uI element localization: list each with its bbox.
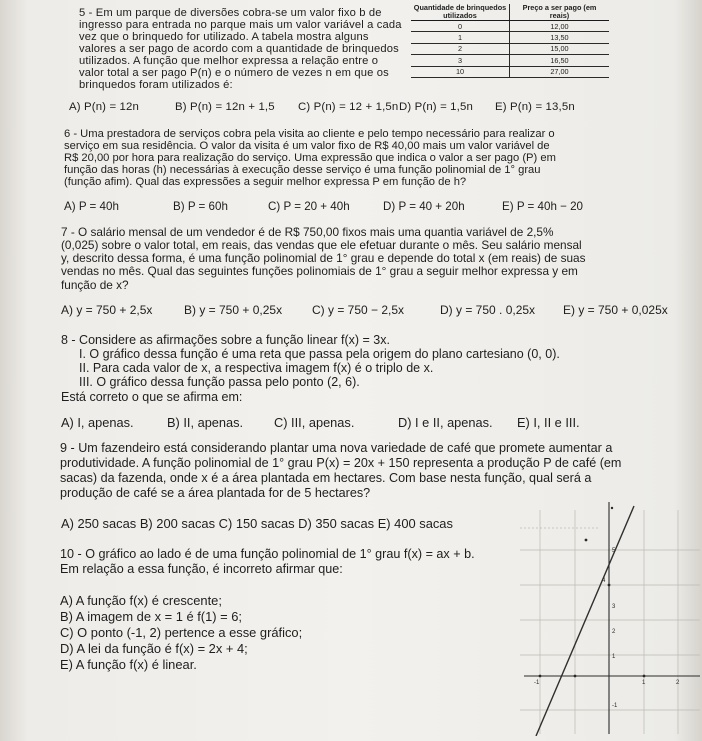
table-cell-quantity: 0 xyxy=(411,21,510,32)
q8-option-a[interactable]: A) I, apenas. xyxy=(61,415,134,430)
q10-option-e[interactable]: E) A função f(x) é linear. xyxy=(60,657,197,672)
q10-line-2: Em relação a essa função, é incorreto afirmar que: xyxy=(60,562,343,576)
table-cell-quantity: 3 xyxy=(411,55,510,66)
q6-line-1: 6 - Uma prestadora de serviços cobra pela visita ao cliente e pelo tempo necessário para realizar o xyxy=(64,128,555,140)
table-header-price: Preço a ser pago (em reais) xyxy=(510,4,610,21)
q8-option-e[interactable]: E) I, II e III. xyxy=(517,415,580,430)
q8-statement-3: III. O gráfico dessa função passa pelo ponto (2, 6). xyxy=(79,375,360,389)
q7-option-e[interactable]: E) y = 750 + 0,025x xyxy=(563,303,668,317)
graph-points xyxy=(539,507,646,678)
x-tick-label: 2 xyxy=(676,680,680,686)
q9-line-1: 9 - Um fazendeiro está considerando plantar uma nova variedade de café que promete aumentar a xyxy=(60,441,613,455)
q5-option-e[interactable]: E) P(n) = 13,5n xyxy=(495,101,575,113)
q6-line-5: (função afim). Qual das expressões a seguir melhor expressa P em função de h? xyxy=(64,176,467,188)
q10-option-d[interactable]: D) A lei da função é f(x) = 2x + 4; xyxy=(60,641,248,656)
q5-line-7: brinquedos foram utilizados é: xyxy=(79,79,233,91)
q6-line-4: função das horas (h) necessárias à execução desse serviço é uma função polinomial de 1° grau xyxy=(64,164,541,176)
q7-option-d[interactable]: D) y = 750 . 0,25x xyxy=(440,303,536,317)
graph-labels xyxy=(534,548,680,709)
q5-line-3: vez que o brinquedo for utilizado. A tabela mostra alguns xyxy=(79,31,369,43)
q8-statement-1: I. O gráfico dessa função é uma reta que passa pela origem do plano cartesiano (0, 0). xyxy=(79,347,560,361)
graph-point xyxy=(643,675,646,678)
q8-line-5: Está correto o que se afirma em: xyxy=(61,390,243,404)
q10-option-a[interactable]: A) A função f(x) é crescente; xyxy=(60,593,222,608)
q5-line-5: utilizados. A função que melhor expressa a relação entre o xyxy=(79,55,379,67)
q5-option-a[interactable]: A) P(n) = 12n xyxy=(69,101,140,113)
q6-option-b[interactable]: B) P = 60h xyxy=(173,200,228,213)
graph-point xyxy=(574,675,577,678)
q5-option-b[interactable]: B) P(n) = 12n + 1,5 xyxy=(175,101,275,113)
q7-line-5: função de x? xyxy=(61,278,129,292)
table-row xyxy=(411,21,609,32)
q8-statement-2: II. Para cada valor de x, a respectiva imagem f(x) é o triplo de x. xyxy=(79,361,434,375)
y-tick-label: 2 xyxy=(612,629,616,635)
x-tick-label: 1 xyxy=(642,680,646,686)
table-cell-quantity: 1 xyxy=(411,32,510,43)
q9-line-3: sacas) da fazenda, onde x é a área plantada em hectares. Com base nesta função, qual será a xyxy=(60,471,592,485)
q10-graph xyxy=(520,500,702,736)
q8-option-d[interactable]: D) I e II, apenas. xyxy=(398,415,493,430)
q10-option-c[interactable]: C) O ponto (-1, 2) pertence a esse gráfico; xyxy=(60,625,303,640)
q7-option-c[interactable]: C) y = 750 − 2,5x xyxy=(312,303,405,317)
q7-line-3: y, descrito dessa forma, é uma função polinomial de 1° grau e depende do total x (em reais) de suas xyxy=(61,251,586,265)
y-tick-label: 3 xyxy=(612,604,616,610)
q7-line-1: 7 - O salário mensal de um vendedor é de R$ 750,00 fixos mais uma quantia variável de 2,5% xyxy=(61,225,554,239)
q6-option-a[interactable]: A) P = 40h xyxy=(64,200,119,213)
table-row xyxy=(411,43,609,54)
q5-option-c[interactable]: C) P(n) = 12 + 1,5n xyxy=(298,101,399,113)
q5-line-6: valor total a ser pago P(n) e o número de vezes n em que os xyxy=(79,67,389,79)
table-row xyxy=(411,55,609,66)
graph-point xyxy=(539,675,542,678)
q9-line-4: produção de café se a área plantada for de 5 hectares? xyxy=(60,486,371,500)
q7-line-2: (0,025) sobre o valor total, em reais, das vendas que ele efetuar durante o mês. Seu salário mensal xyxy=(61,238,582,252)
graph-point xyxy=(585,539,588,542)
y-tick-label: 4 xyxy=(602,578,606,584)
y-tick-label: 1 xyxy=(612,654,616,660)
q9-line-2: produtividade. A função polinomial de 1° grau P(x) = 20x + 150 representa a produção P de café (em xyxy=(60,456,622,470)
table-cell-quantity: 2 xyxy=(411,43,510,54)
q6-line-3: R$ 20,00 por hora para realização do serviço. Uma expressão que indica o valor a ser pago (P) em xyxy=(64,152,556,164)
table-cell-price: 27,00 xyxy=(510,66,610,77)
graph-grid xyxy=(520,510,700,734)
q8-option-c[interactable]: C) III, apenas. xyxy=(274,415,355,430)
table-row xyxy=(411,66,609,77)
q10-option-b[interactable]: B) A imagem de x = 1 é f(1) = 6; xyxy=(60,609,242,624)
q7-option-b[interactable]: B) y = 750 + 0,25x xyxy=(184,303,283,317)
q8-line-1: 8 - Considere as afirmações sobre a função linear f(x) = 3x. xyxy=(61,333,390,347)
table-cell-price: 16,50 xyxy=(510,55,610,66)
table-row xyxy=(411,32,609,43)
q6-option-d[interactable]: D) P = 40 + 20h xyxy=(383,200,465,213)
q5-option-d[interactable]: D) P(n) = 1,5n xyxy=(399,101,473,113)
q9-options[interactable]: A) 250 sacas B) 200 sacas C) 150 sacas D) 350 sacas E) 400 sacas xyxy=(61,516,453,531)
q6-line-2: serviço em sua residência. O valor da visita é um valor fixo de R$ 40,00 mais um valor variável de xyxy=(64,140,550,152)
q7-option-a[interactable]: A) y = 750 + 2,5x xyxy=(61,303,153,317)
table-cell-quantity: 10 xyxy=(411,66,510,77)
q5-line-1: 5 - Em um parque de diversões cobra-se um valor fixo b de xyxy=(79,7,382,19)
table-cell-price: 13,50 xyxy=(510,32,610,43)
q6-option-c[interactable]: C) P = 20 + 40h xyxy=(268,200,350,213)
table-header-quantity: Quantidade de brinquedos utilizados xyxy=(411,4,510,21)
graph-point xyxy=(611,507,613,509)
table-cell-price: 12,00 xyxy=(510,21,610,32)
q6-option-e[interactable]: E) P = 40h − 20 xyxy=(502,200,584,213)
q10-line-1: 10 - O gráfico ao lado é de uma função polinomial de 1° grau f(x) = ax + b. xyxy=(60,547,475,561)
q8-option-b[interactable]: B) II, apenas. xyxy=(167,415,244,430)
q5-line-2: ingresso para entrada no parque mais um valor variável a cada xyxy=(79,19,402,31)
q5-line-4: valores a ser pago de acordo com a quantidade de brinquedos xyxy=(79,43,399,55)
price-table xyxy=(411,4,609,78)
graph-point xyxy=(608,584,611,587)
y-tick-label: 5 xyxy=(612,548,616,554)
y-tick-label: -1 xyxy=(612,703,618,709)
q7-line-4: vendas no mês. Qual das seguintes funções polinomiais de 1° grau a seguir melhor expressa y em xyxy=(61,264,578,278)
x-tick-label: -1 xyxy=(534,680,540,686)
table-cell-price: 15,00 xyxy=(510,43,610,54)
